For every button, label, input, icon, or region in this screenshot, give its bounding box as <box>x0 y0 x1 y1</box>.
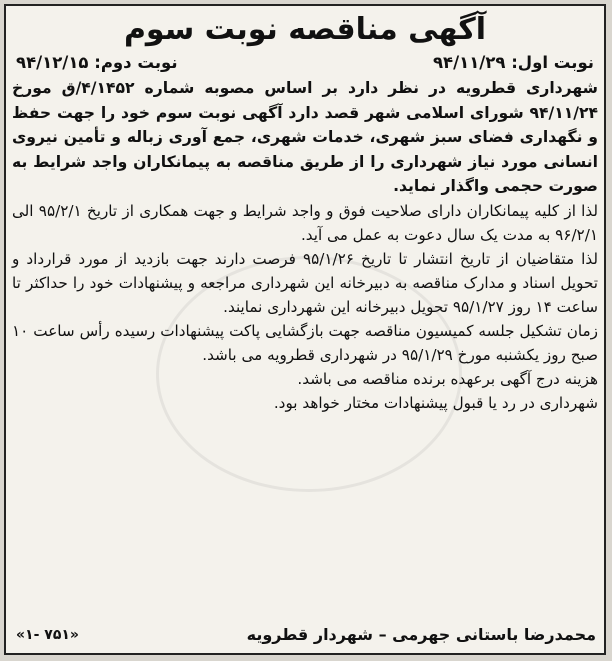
signature: محمدرضا باستانی جهرمی – شهردار قطرویه <box>246 625 596 644</box>
ad-code: «۱- ۷۵۱» <box>16 627 79 643</box>
ad-sheet <box>4 4 606 655</box>
ad-body <box>12 10 598 649</box>
second-round-date: نوبت دوم: ۹۴/۱۲/۱۵ <box>16 53 178 72</box>
paragraph-invitation: لذا از کلیه پیمانکاران دارای صلاحیت فوق و واجد شرایط و جهت همکاری از تاریخ ۹۵/۲/۱ الی ۹۶/۲/۱ به مدت یک سال دعوت به عمل می آید. <box>12 201 598 244</box>
ad-title: آگهی مناقصه نوبت سوم <box>123 12 487 47</box>
round-dates <box>12 50 598 76</box>
paragraph-rights: شهرداری در رد یا قبول پیشنهادات مختار خواهد بود. <box>273 393 598 412</box>
signature-row <box>16 623 596 647</box>
first-round-date: نوبت اول: ۹۴/۱۱/۲۹ <box>432 53 594 72</box>
paragraph-intro: شهرداری قطرویه در نظر دارد بر اساس مصوبه شماره ۴/۱۴۵۲/ق مورخ ۹۴/۱۱/۲۴ شورای اسلامی شهر قصد دارد آگهی نوبت سوم خود را جهت حفظ و نگهداری فضای سبز شهری، خدمات شهری، جمع آوری زباله و تأمین نیروی انسانی مورد نیاز شهرداری را از طریق مناقصه به پیمانکاران واجد شرایط به صورت حجمی واگذار نماید. <box>12 79 598 195</box>
paragraph-deadline: لذا متقاضیان از تاریخ انتشار تا تاریخ ۹۵/۱/۲۶ فرصت دارند جهت بازدید از مورد قرارداد و تحویل اسناد و مدارک مناقصه به دبیرخانه این شهرداری مراجعه و پیشنهادات خود را حداکثر تا ساعت ۱۴ روز ۹۵/۱/۲۷ تحویل دبیرخانه این شهرداری نمایند. <box>12 249 598 316</box>
paragraph-cost: هزینه درج آگهی برعهده برنده مناقصه می باشد. <box>297 369 598 388</box>
paragraph-commission: زمان تشکیل جلسه کمیسیون مناقصه جهت بازگشایی پاکت پیشنهادات رسیده رأس ساعت ۱۰ صبح روز یکشنبه مورخ ۹۵/۱/۲۹ در شهرداری قطرویه می باشد. <box>12 321 598 364</box>
